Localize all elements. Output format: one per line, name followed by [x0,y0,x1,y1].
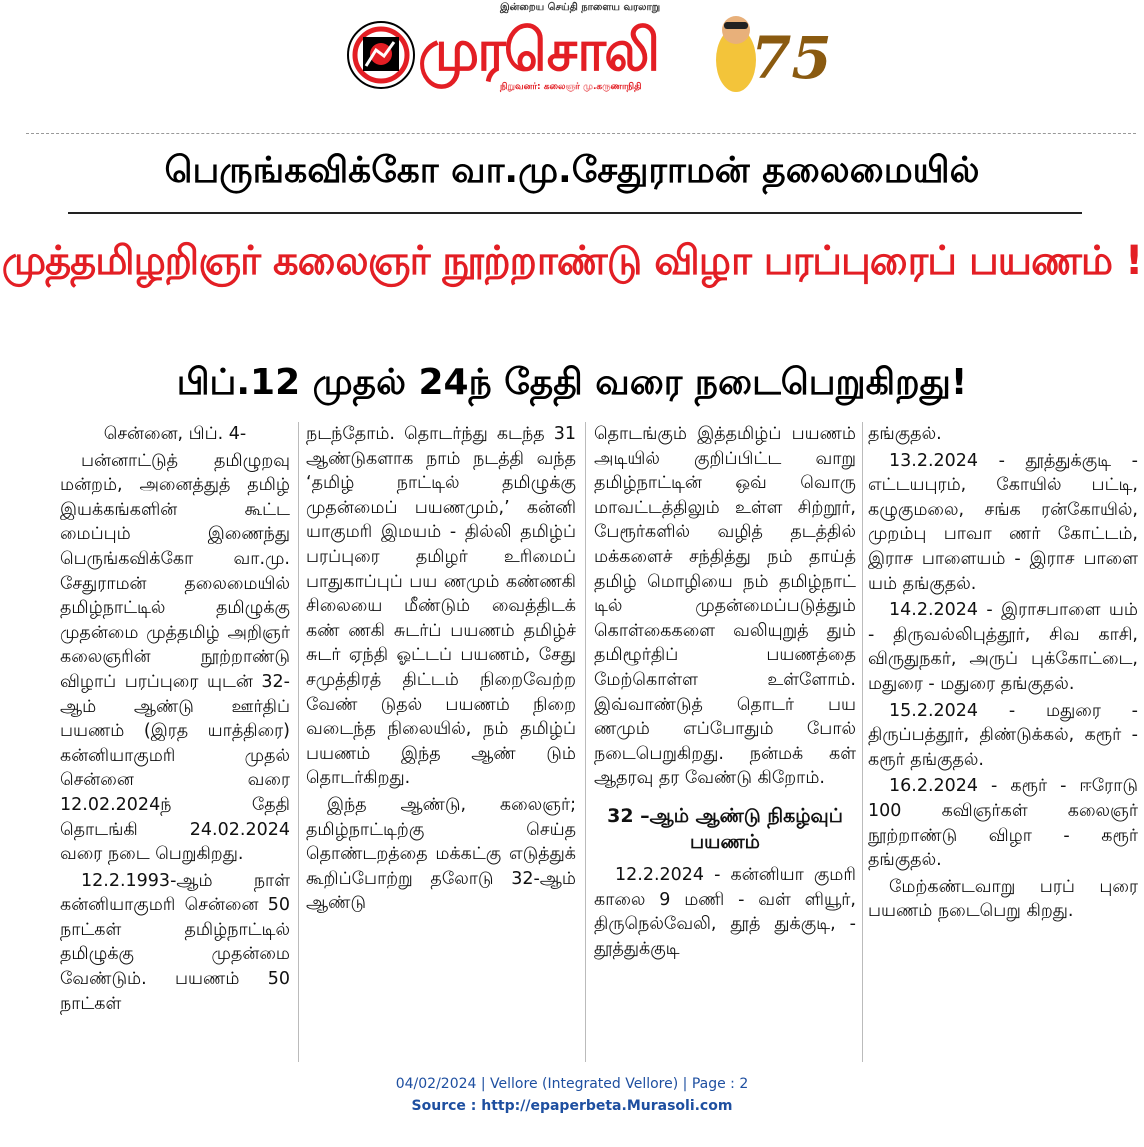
footer-source-link[interactable]: Source : http://epaperbeta.Murasoli.com [411,1098,733,1114]
paragraph: தொடங்கும் இத்தமிழ்ப் பயணம் அடியில் குறிப்பிட்ட வாறு தமிழ்நாட்டின் ஒவ் வொரு மாவட்டத்திலும் உள்ள சிற்றூர், பேரூர்களில் வழித் தடத்தில் மக்களைச் சந்தித்து நம் தாய்த் தமிழ் மொழியை நம் தமிழ்நாட் டில் முதன்மைப்படுத்தும் கொள்கைகளை வலியுறுத் தும் தமிழூர்திப் பயணத்தை மேற்கொள்ள உள்ளோம். இவ்வாண்டுத் தொடர் பய ணமும் எப்போதும் போல் நடைபெறுகிறது. நன்மக் கள் ஆதரவு தர வேண்டு கிறோம். [594,424,856,789]
column-divider [298,422,299,1062]
paragraph: 16.2.2024 - கரூர் - ஈரோடு 100 கவிஞர்கள் கலைஞர் நூற்றாண்டு விழா - கரூர் தங்குதல். [868,776,1138,871]
top-divider [26,133,1136,134]
badge-number: 75 [751,24,832,92]
dateline: சென்னை, பிப். 4- [103,424,247,444]
paragraph: 14.2.2024 - இராசபாளை யம் - திருவல்லிபுத்தூர், சிவ காசி, விருதுநகர், அருப் புக்கோட்டை, மதுரை - மதுரை தங்குதல். [868,600,1138,694]
article-column-2 [306,422,576,918]
paragraph: பன்னாட்டுத் தமிழுறவு மன்றம், அனைத்துத் தமிழ் இயக்கங்களின் கூட்ட மைப்பும் இணைந்து பெருங்கவிக்கோ வா.மு. சேதுராமன் தலைமையில் தமிழ்நாட்டில் தமிழுக்கு முதன்மை முத்தமிழ் அறிஞர் கலைஞரின் நூற்றாண்டு விழாப் பரப்புரை யுடன் 32-ஆம் ஆண்டு ஊர்திப் பயணம் (இரத யாத்திரை) கன்னியாகுமரி முதல் சென்னை வரை 12.02.2024ந் தேதி தொடங்கி 24.02.2024 வரை நடை பெறுகிறது. [60,450,290,865]
paragraph: மேற்கண்டவாறு பரப் புரை பயணம் நடைபெறு கிறது. [868,876,1138,922]
masthead-logo-subtitle: நிறுவனர்: கலைஞர் மு.கருணாநிதி [500,82,642,92]
column-divider [585,422,586,1062]
party-emblem-icon [346,20,416,90]
footer-edition-info: 04/02/2024 | Vellore (Integrated Vellore) | Page : 2 [395,1076,749,1092]
masthead-logo: முரசொலி [418,16,659,84]
article-column-4 [868,422,1138,926]
masthead [0,0,1144,110]
article-column-1 [60,422,290,1018]
anniversary-75-badge [706,8,832,98]
headline-kicker: பெருங்கவிக்கோ வா.மு.சேதுராமன் தலைமையில் [164,150,980,191]
paragraph: நடந்தோம். தொடர்ந்து கடந்த 31 ஆண்டுகளாக நாம் நடத்தி வந்த ‘தமிழ் நாட்டில் தமிழுக்கு முதன்மைப் பயணமும்,’ கன்னி யாகுமரி இமயம் - தில்லி தமிழ்ப் பரப்புரை தமிழர் உரிமைப் பாதுகாப்புப் பய ணமும் கண்ணகி சிலையை மீண்டும் வைத்திடக் கண் ணகி சுடர்ப் பயணம் தமிழ்ச் சுடர் ஏந்தி ஓட்டப் பயணம், சேது சமுத்திரத் திட்டம் நிறைவேற்ற வேண் டுதல் பயணம் நிறை வடைந்த நிலையில், நம் தமிழ்ப் பயணம் இந்த ஆண் டும் தொடர்கிறது. [306,424,576,789]
paragraph: 15.2.2024 - மதுரை - திருப்பத்தூர், திண்டுக்கல், கரூர் - கரூர் தங்குதல். [868,700,1138,770]
paragraph: 12.2.1993-ஆம் நாள் கன்னியாகுமரி சென்னை 50 நாட்கள் தமிழ்நாட்டில் தமிழுக்கு முதன்மை வேண்டும். பயணம் 50 நாட்கள் [60,870,290,1014]
column-divider [862,422,863,1062]
headline-sub: பிப்.12 முதல் 24ந் தேதி வரை நடைபெறுகிறது! [176,362,968,403]
paragraph: தங்குதல். [868,424,942,444]
article-column-3 [594,422,856,963]
headline-main: முத்தமிழறிஞர் கலைஞர் நூற்றாண்டு விழா பரப்புரைப் பயணம் ! [1,238,1143,284]
section-subhead: 32 –ஆம் ஆண்டு நிகழ்வுப் பயணம் [607,804,843,853]
paragraph: 13.2.2024 - தூத்துக்குடி - எட்டயபுரம், கோயில் பட்டி, கழுகுமலை, சங்க ரன்கோயில், முறம்பு பாவா ணர் கோட்டம், இராச பாளையம் - இராச பாளை யம் தங்குதல். [868,450,1138,594]
paragraph: இந்த ஆண்டு, கலைஞர்; தமிழ்நாட்டிற்கு செய்த தொண்டறத்தை மக்கட்கு எடுத்துக் கூறிப்போற்று தலோடு 32-ஆம் ஆண்டு [306,794,576,914]
headline-rule [68,212,1082,214]
paragraph: 12.2.2024 - கன்னியா குமரி காலை 9 மணி - வள் ளியூர், திருநெல்வேலி, தூத் துக்குடி, - தூத்துக்குடி [594,864,856,959]
masthead-tagline: இன்றைய செய்தி நாளைய வரலாறு [499,2,661,13]
